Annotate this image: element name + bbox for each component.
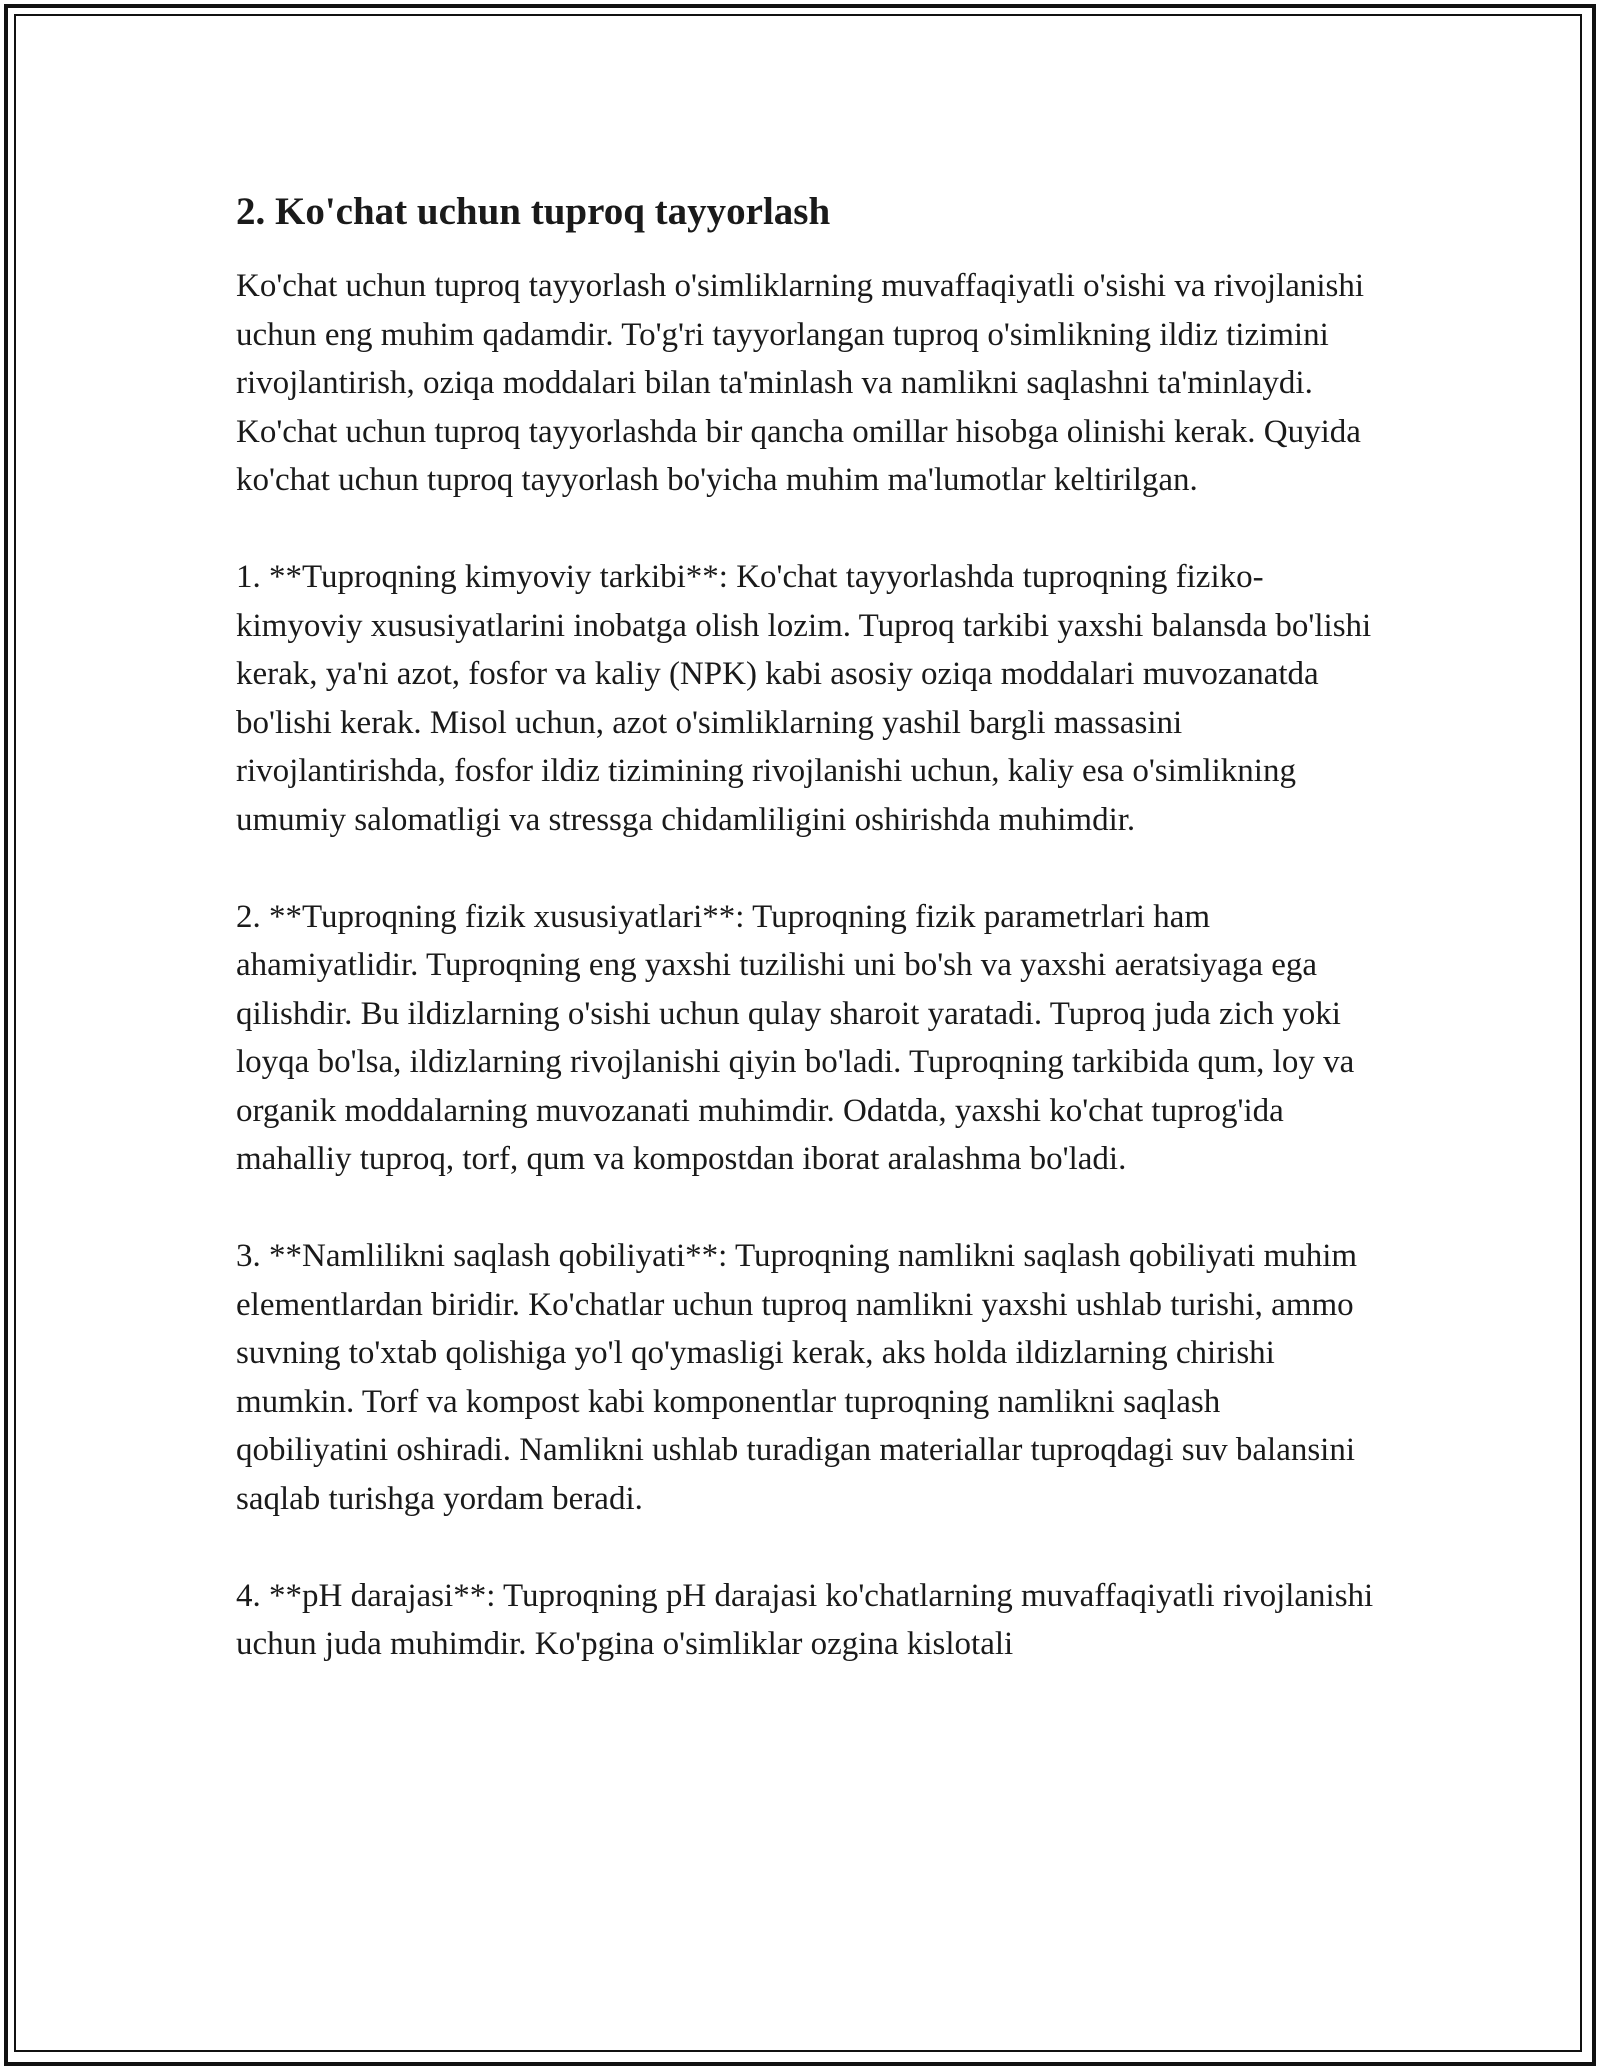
document-body — [236, 186, 1376, 1717]
paragraph-physical-properties: 2. **Tuproqning fizik xususiyatlari**: Tuproqning fizik parametrlari ham ahamiyatlidir. Tuproqning eng yaxshi tuzilishi uni bo'sh va yaxshi aeratsiyaga ega qilishdir. Bu ildizlarning o'sishi uchun qulay sharoit yaratadi. Tuproq juda zich yoki loyqa bo'lsa, ildizlarning rivojlanishi qiyin bo'ladi. Tuproqning tarkibida qum, loy va organik moddalarning muvozanati muhimdir. Odatda, yaxshi ko'chat tuprog'ida mahalliy tuproq, torf, qum va kompostdan iborat aralashma bo'ladi. — [236, 898, 1355, 1177]
section-title: 2. Ko'chat uchun tuproq tayyorlash — [236, 190, 831, 233]
paragraph-moisture-retention: 3. **Namlilikni saqlash qobiliyati**: Tuproqning namlikni saqlash qobiliyati muhim elementlardan biridir. Ko'chatlar uchun tuproq namlikni yaxshi ushlab turishi, ammo suvning to'xtab qolishiga yo'l qo'ymasligi kerak, aks holda ildizlarning chirishi mumkin. Torf va kompost kabi komponentlar tuproqning namlikni saqlash qobiliyatini oshiradi. Namlikni ushlab turadigan materiallar tuproqdagi suv balansini saqlab turishga yordam beradi. — [236, 1238, 1358, 1517]
paragraph-ph-level: 4. **pH darajasi**: Tuproqning pH darajasi ko'chatlarning muvaffaqiyatli rivojlanishi uchun juda muhimdir. Ko'pgina o'simliklar ozgina kislotali — [236, 1577, 1374, 1662]
paragraph-chemical-composition: 1. **Tuproqning kimyoviy tarkibi**: Ko'chat tayyorlashda tuproqning fiziko-kimyoviy xususiyatlarini inobatga olish lozim. Tuproq tarkibi yaxshi balansda bo'lishi kerak, ya'ni azot, fosfor va kaliy (NPK) kabi asosiy oziqa moddalari muvozanatda bo'lishi kerak. Misol uchun, azot o'simliklarning yashil bargli massasini rivojlantirishda, fosfor ildiz tizimining rivojlanishi uchun, kaliy esa o'simlikning umumiy salomatligi va stressga chidamliligini oshirishda muhimdir. — [236, 559, 1372, 838]
intro-paragraph: Ko'chat uchun tuproq tayyorlash o'simliklarning muvaffaqiyatli o'sishi va rivojlanishi uchun eng muhim qadamdir. To'g'ri tayyorlangan tuproq o'simlikning ildiz tizimini rivojlantirish, oziqa moddalari bilan ta'minlash va namlikni saqlashni ta'minlaydi. Ko'chat uchun tuproq tayyorlashda bir qancha omillar hisobga olinishi kerak. Quyida ko'chat uchun tuproq tayyorlash bo'yicha muhim ma'lumotlar keltirilgan. — [236, 268, 1365, 498]
